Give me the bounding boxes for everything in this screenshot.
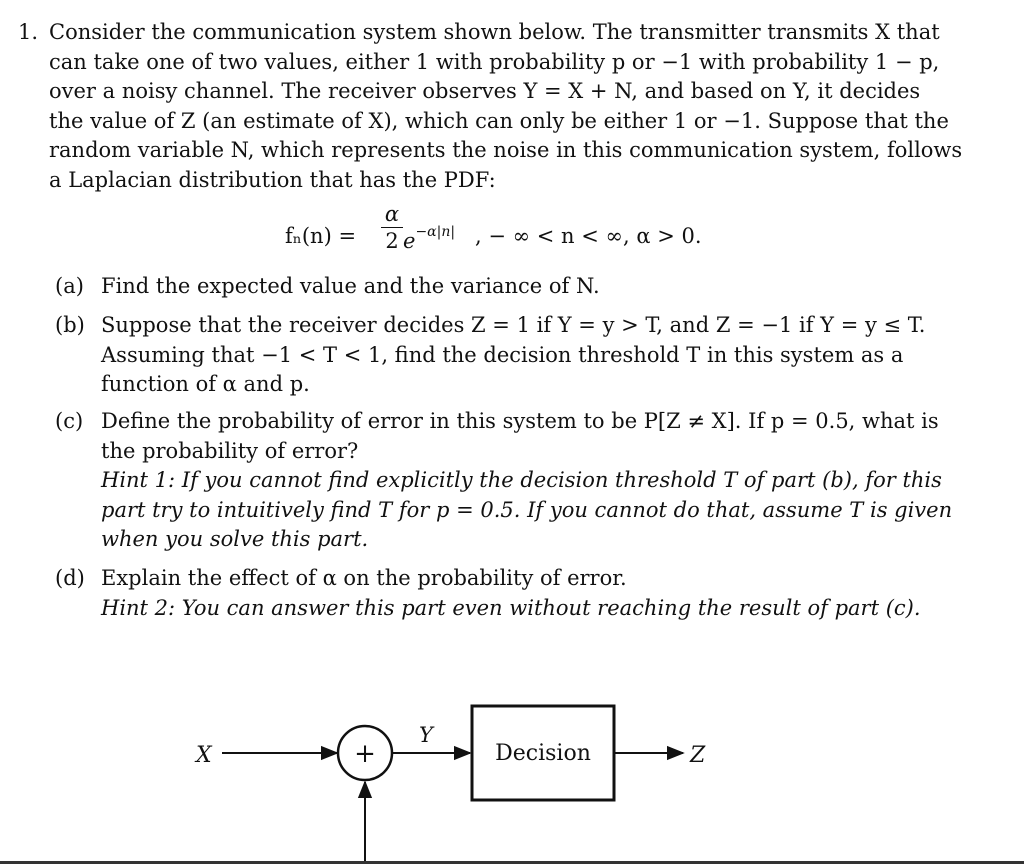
part-line: Define the probability of error in this system to be P[Z ≠ X]. If p = 0.5, what is [101, 409, 939, 433]
equation-lhs: fₙ(n) = [285, 224, 357, 248]
part-line: Suppose that the receiver decides Z = 1 if Y = y > T, and Z = −1 if Y = y ≤ T. [101, 313, 926, 337]
part-line: Find the expected value and the variance of N. [101, 274, 600, 298]
intro-line: Consider the communication system shown below. The transmitter transmits X that [49, 20, 940, 44]
intro-line: the value of Z (an estimate of X), which can only be either 1 or −1. Suppose that the [49, 108, 949, 133]
part-body [101, 311, 947, 400]
problem-intro [49, 18, 963, 195]
intro-line: a Laplacian distribution that has the PDF: [49, 167, 496, 192]
block-diagram [0, 690, 1024, 866]
hint-line: when you solve this part. [101, 527, 369, 551]
intro-line: can take one of two values, either 1 with probability p or −1 with probability 1 − p, [49, 49, 940, 74]
problem-number: 1. [18, 20, 39, 44]
equation-range: , − ∞ < n < ∞, α > 0. [475, 224, 702, 248]
decision-label: Decision [495, 741, 591, 766]
exp-power: −α|n| [415, 224, 456, 240]
part-line: the probability of error? [101, 438, 359, 463]
part-body [101, 564, 947, 623]
hint-line: Hint 1: If you cannot find explicitly the decision threshold T of part (b), for this [101, 468, 942, 492]
part-label: (b) [55, 313, 85, 337]
fraction-bar [381, 227, 403, 228]
part-label: (c) [55, 409, 84, 433]
pdf-equation [285, 202, 805, 262]
part-label: (a) [55, 274, 84, 298]
equation-fraction [381, 202, 403, 253]
adder-symbol: + [354, 739, 376, 769]
part-body [101, 272, 947, 302]
part-line: Assuming that −1 < T < 1, find the decision threshold T in this system as a [101, 342, 904, 367]
part-line: Explain the effect of α on the probability of error. [101, 566, 627, 590]
hint-line: Hint 2: You can answer this part even without reaching the result of part (c). [101, 595, 921, 620]
equation-exponential [403, 222, 455, 257]
part-body [101, 407, 953, 555]
fraction-numerator: α [384, 202, 400, 226]
fraction-denominator: 2 [385, 229, 399, 253]
part-label: (d) [55, 566, 85, 590]
intro-line: random variable N, which represents the noise in this communication system, follows [49, 138, 963, 162]
exp-base: e [403, 229, 416, 253]
intro-line: over a noisy channel. The receiver observes Y = X + N, and based on Y, it decides [49, 79, 921, 103]
part-line: function of α and p. [101, 372, 310, 396]
bottom-border [0, 861, 1024, 864]
signal-label-y: Y [419, 723, 433, 747]
hint-line: part try to intuitively find T for p = 0.5. If you cannot do that, assume T is given [101, 497, 953, 522]
input-label-x: X [196, 743, 212, 768]
output-label-z: Z [690, 743, 706, 768]
